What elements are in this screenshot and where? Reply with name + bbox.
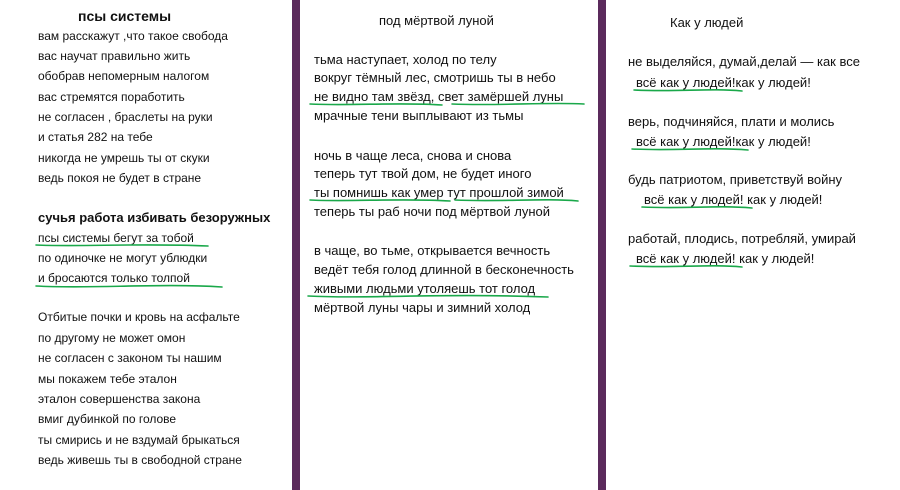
poem-line: ты помнишь как умер тут прошлой зимой [314, 185, 564, 200]
poem-line: будь патриотом, приветствуй войну [628, 172, 843, 187]
poem-line: вам расскажут ,что такое свобода [38, 29, 228, 43]
poem-line: сучья работа избивать безоружных [38, 210, 271, 225]
poem-title: под мёртвой луной [379, 13, 494, 28]
poem-line: всё как у людей!как у людей! [636, 134, 811, 149]
poem-line: работай, плодись, потребляй, умирай [628, 231, 856, 246]
poem-line: ведь живешь ты в свободной стране [38, 453, 242, 467]
poem-line: по одиночке не могут ублюдки [38, 251, 208, 265]
poem-line: ведёт тебя голод длинной в бесконечность [314, 262, 574, 277]
poem-line: и статья 282 на тебе [38, 130, 153, 144]
poem-line: в чаще, во тьме, открывается вечность [314, 243, 551, 258]
poem-line: не согласен , браслеты на руки [38, 110, 213, 124]
poem-line: эталон совершенства закона [38, 392, 201, 406]
poem-title: Как у людей [670, 15, 744, 30]
poem-line: всё как у людей! как у людей! [636, 251, 815, 266]
poem-line: вас научат правильно жить [38, 49, 191, 63]
poem-line: не видно там звёзд, свет замёршей луны [314, 89, 564, 104]
poem-title: псы системы [78, 8, 172, 24]
poem-line: обобрав непомерным налогом [38, 69, 210, 83]
poem-line: и бросаются только толпой [38, 271, 190, 285]
poem-line: мёртвой луны чары и зимний холод [314, 300, 531, 315]
poem-line: всё как у людей!как у людей! [636, 75, 811, 90]
poem-line: по другому не может омон [38, 331, 186, 345]
poem-line: не выделяйся, думай,делай — как все [628, 54, 860, 69]
poem-column-1 [0, 0, 292, 490]
poem-column-3 [606, 0, 900, 490]
column-divider [598, 0, 606, 490]
poem-line: мы покажем тебе эталон [38, 372, 177, 386]
poem-line: вас стремятся поработить [38, 90, 185, 104]
poem-line: ведь покоя не будет в стране [38, 171, 202, 185]
poem-line: верь, подчиняйся, плати и молись [628, 114, 835, 129]
column-divider [292, 0, 300, 490]
poem-line: не согласен с законом ты нашим [38, 351, 222, 365]
poem-line: Отбитые почки и кровь на асфальте [38, 310, 240, 324]
poem-line: тьма наступает, холод по телу [314, 52, 497, 67]
poem-line: теперь ты раб ночи под мёртвой луной [314, 204, 550, 219]
poem-column-2 [300, 0, 598, 490]
poem-line: никогда не умрешь ты от скуки [38, 151, 210, 165]
poem-line: теперь тут твой дом, не будет иного [314, 166, 532, 181]
poem-line: всё как у людей! как у людей! [644, 192, 823, 207]
poem-line: псы системы бегут за тобой [38, 231, 194, 245]
poem-line: живыми людьми утоляешь тот голод [314, 281, 536, 296]
poem-line: мрачные тени выплывают из тьмы [314, 108, 524, 123]
poem-line: ты смирись и не вздумай брыкаться [38, 433, 240, 447]
poem-line: вмиг дубинкой по голове [38, 412, 177, 426]
poem-line: вокруг тёмный лес, смотришь ты в небо [314, 70, 556, 85]
poem-line: ночь в чаще леса, снова и снова [314, 148, 512, 163]
